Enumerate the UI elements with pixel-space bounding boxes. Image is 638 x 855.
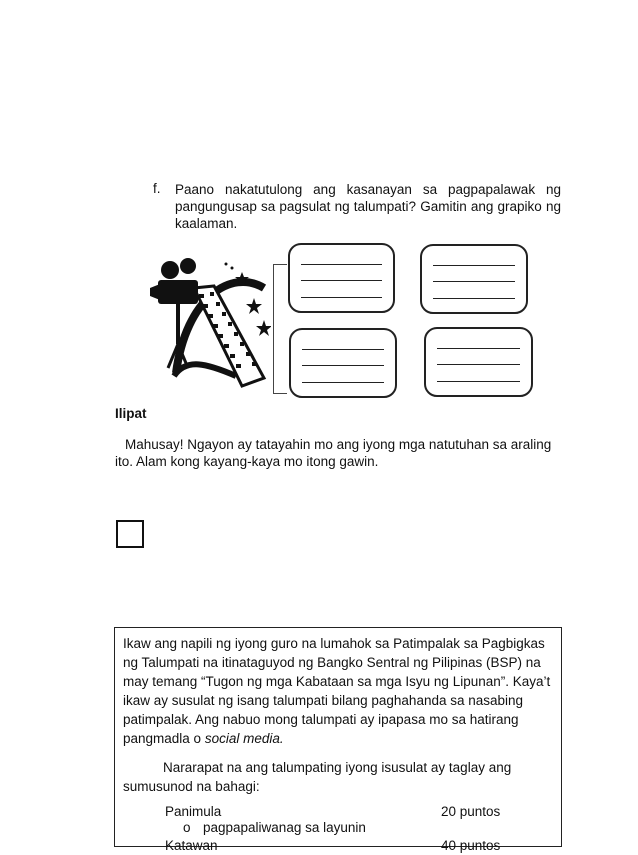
criteria-row [123, 802, 553, 819]
answer-box-2[interactable] [420, 244, 528, 314]
section-paragraph-text: Mahusay! Ngayon ay tatayahin mo ang iyong mga natutuhan sa araling ito. Alam kong kayang-kaya mo itong gawin. [115, 437, 552, 469]
card-paragraph-2: Nararapat na ang talumpating iyong isusulat ay taglay ang sumusunod na bahagi: [123, 760, 512, 794]
criteria-points: 40 puntos [441, 838, 501, 853]
question-text: Paano nakatutulong ang kasanayan sa pagpapalawak ng pangungusap sa pagsulat ng talumpati? Gamitin ang grapiko ng kaalaman. [175, 182, 561, 231]
section-title: Ilipat [115, 406, 147, 421]
diagram-connector [273, 264, 274, 394]
diagram-connector-top [273, 264, 287, 265]
card-paragraph-1-italic: social media. [204, 731, 284, 746]
task-card [114, 627, 562, 853]
sub-item-text: pagpapaliwanag sa layunin [203, 820, 366, 835]
answer-box-4[interactable] [424, 327, 533, 397]
section-paragraph [115, 436, 561, 470]
criteria-row [123, 836, 553, 853]
answer-box-1[interactable] [288, 243, 395, 313]
criteria-label: Katawan [165, 838, 218, 853]
checkbox[interactable] [116, 520, 144, 548]
sub-bullet: o [183, 820, 191, 835]
criteria-label: Panimula [165, 804, 222, 819]
criteria-sub-item [123, 819, 553, 836]
card-paragraph-1-text: Ikaw ang napili ng iyong guro na lumahok sa Patimpalak sa Pagbigkas ng Talumpati na itinataguyod ng Bangko Sentral ng Pilipinas (BSP) na may temang “Tugon ng mga Kabataan sa mga Isyu ng Lipunan”. Kaya’t ikaw ay susulat ng isang talumpati bilang paghahanda sa nasabing patimpalak. Ang nabuo mong talumpati ay ipapasa mo sa hatirang pangmadla o [123, 636, 551, 746]
film-camera-reel-icon [146, 258, 271, 393]
criteria-points: 20 puntos [441, 804, 501, 819]
diagram-connector-bottom [273, 393, 287, 394]
card-paragraph-1 [123, 634, 553, 748]
question-letter: f. [153, 181, 161, 196]
answer-box-3[interactable] [289, 328, 397, 398]
